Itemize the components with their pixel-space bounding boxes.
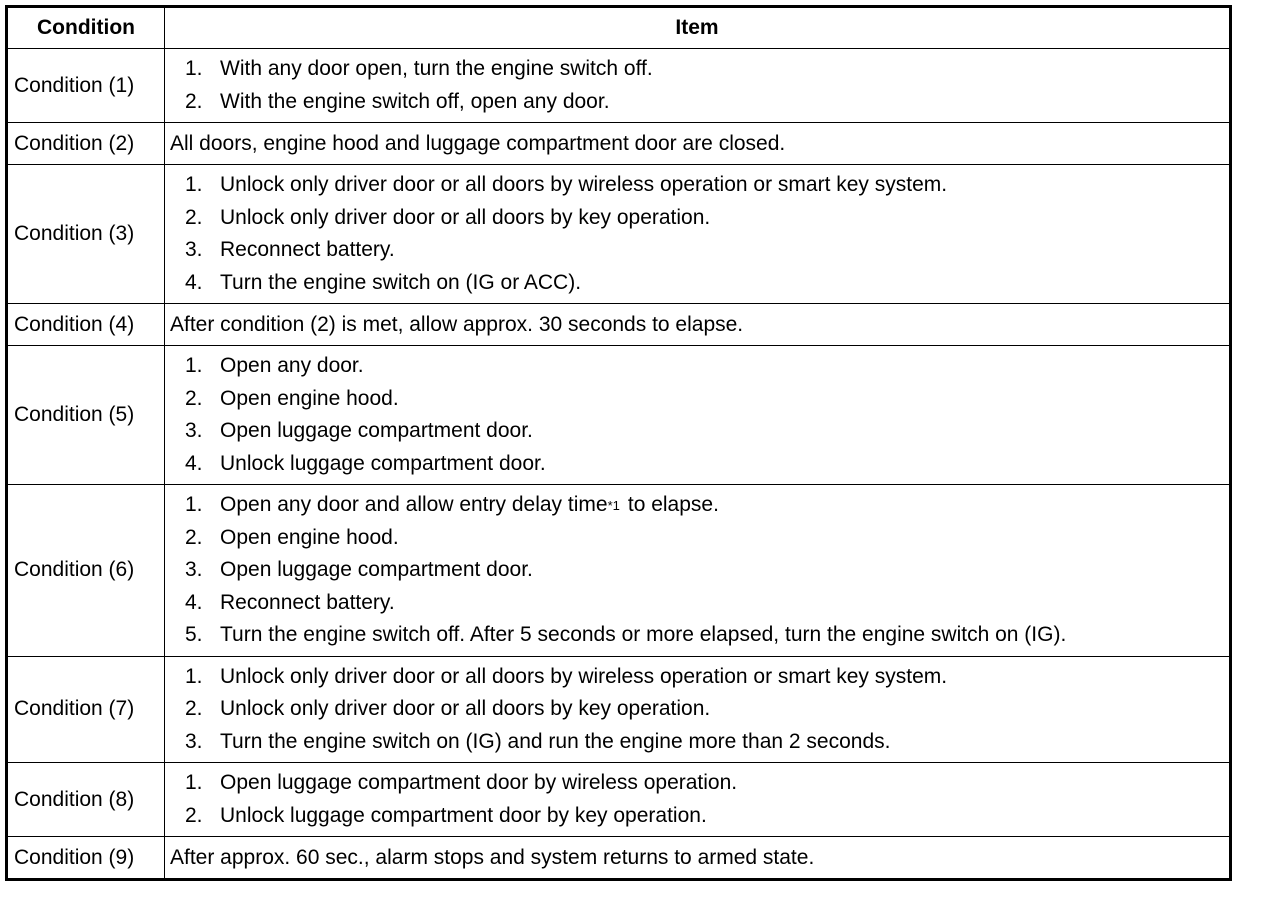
list-item: 2. Unlock only driver door or all doors by key operation. [185, 697, 711, 721]
condition-label: Condition (8) [7, 763, 165, 837]
list-item: 3. Turn the engine switch on (IG) and run the engine more than 2 seconds. [185, 729, 891, 753]
condition-label: Condition (9) [7, 837, 165, 880]
header-row [7, 7, 1231, 49]
table-row [7, 485, 1231, 657]
item-cell: After approx. 60 sec., alarm stops and system returns to armed state. [165, 837, 1231, 880]
list-item: 4. Unlock luggage compartment door. [185, 451, 546, 475]
list-item: 1. Unlock only driver door or all doors by wireless operation or smart key system. [185, 664, 948, 688]
condition-label: Condition (6) [7, 485, 165, 657]
item-cell [165, 656, 1231, 763]
table-row [7, 123, 1231, 165]
list-item: 1. Open any door and allow entry delay time *1 to elapse. [185, 493, 719, 517]
item-cell [165, 346, 1231, 485]
item-cell [165, 485, 1231, 657]
condition-label: Condition (1) [7, 49, 165, 123]
table-row [7, 346, 1231, 485]
item-cell: All doors, engine hood and luggage compartment door are closed. [165, 123, 1231, 165]
list-item: 1. Open any door. [185, 354, 364, 378]
table-row [7, 165, 1231, 304]
list-item: 1. Open luggage compartment door by wireless operation. [185, 771, 738, 795]
condition-label: Condition (3) [7, 165, 165, 304]
item-cell [165, 763, 1231, 837]
condition-label: Condition (5) [7, 346, 165, 485]
condition-table [5, 5, 1232, 881]
list-item: 2. Open engine hood. [185, 386, 399, 410]
table-row [7, 837, 1231, 880]
list-item: 4. Reconnect battery. [185, 590, 395, 614]
list-item: 4. Turn the engine switch on (IG or ACC). [185, 270, 582, 294]
list-item: 5. Turn the engine switch off. After 5 seconds or more elapsed, turn the engine switch on (IG). [185, 623, 1067, 647]
list-item: 2. With the engine switch off, open any door. [185, 89, 610, 113]
table-row [7, 49, 1231, 123]
item-cell: After condition (2) is met, allow approx. 30 seconds to elapse. [165, 304, 1231, 346]
header-condition: Condition [7, 7, 165, 49]
condition-label: Condition (2) [7, 123, 165, 165]
header-item: Item [165, 7, 1231, 49]
list-item: 3. Open luggage compartment door. [185, 419, 533, 443]
footnote-marker: *1 [607, 497, 620, 513]
list-item: 1. Unlock only driver door or all doors by wireless operation or smart key system. [185, 173, 948, 197]
item-cell [165, 165, 1231, 304]
list-item: 2. Open engine hood. [185, 525, 399, 549]
item-cell [165, 49, 1231, 123]
condition-label: Condition (4) [7, 304, 165, 346]
table-row [7, 656, 1231, 763]
condition-label: Condition (7) [7, 656, 165, 763]
list-item: 3. Open luggage compartment door. [185, 558, 533, 582]
list-item: 2. Unlock luggage compartment door by key operation. [185, 803, 707, 827]
table-row [7, 763, 1231, 837]
list-item: 1. With any door open, turn the engine switch off. [185, 57, 653, 81]
list-item: 3. Reconnect battery. [185, 238, 395, 262]
table-row [7, 304, 1231, 346]
list-item: 2. Unlock only driver door or all doors by key operation. [185, 205, 711, 229]
